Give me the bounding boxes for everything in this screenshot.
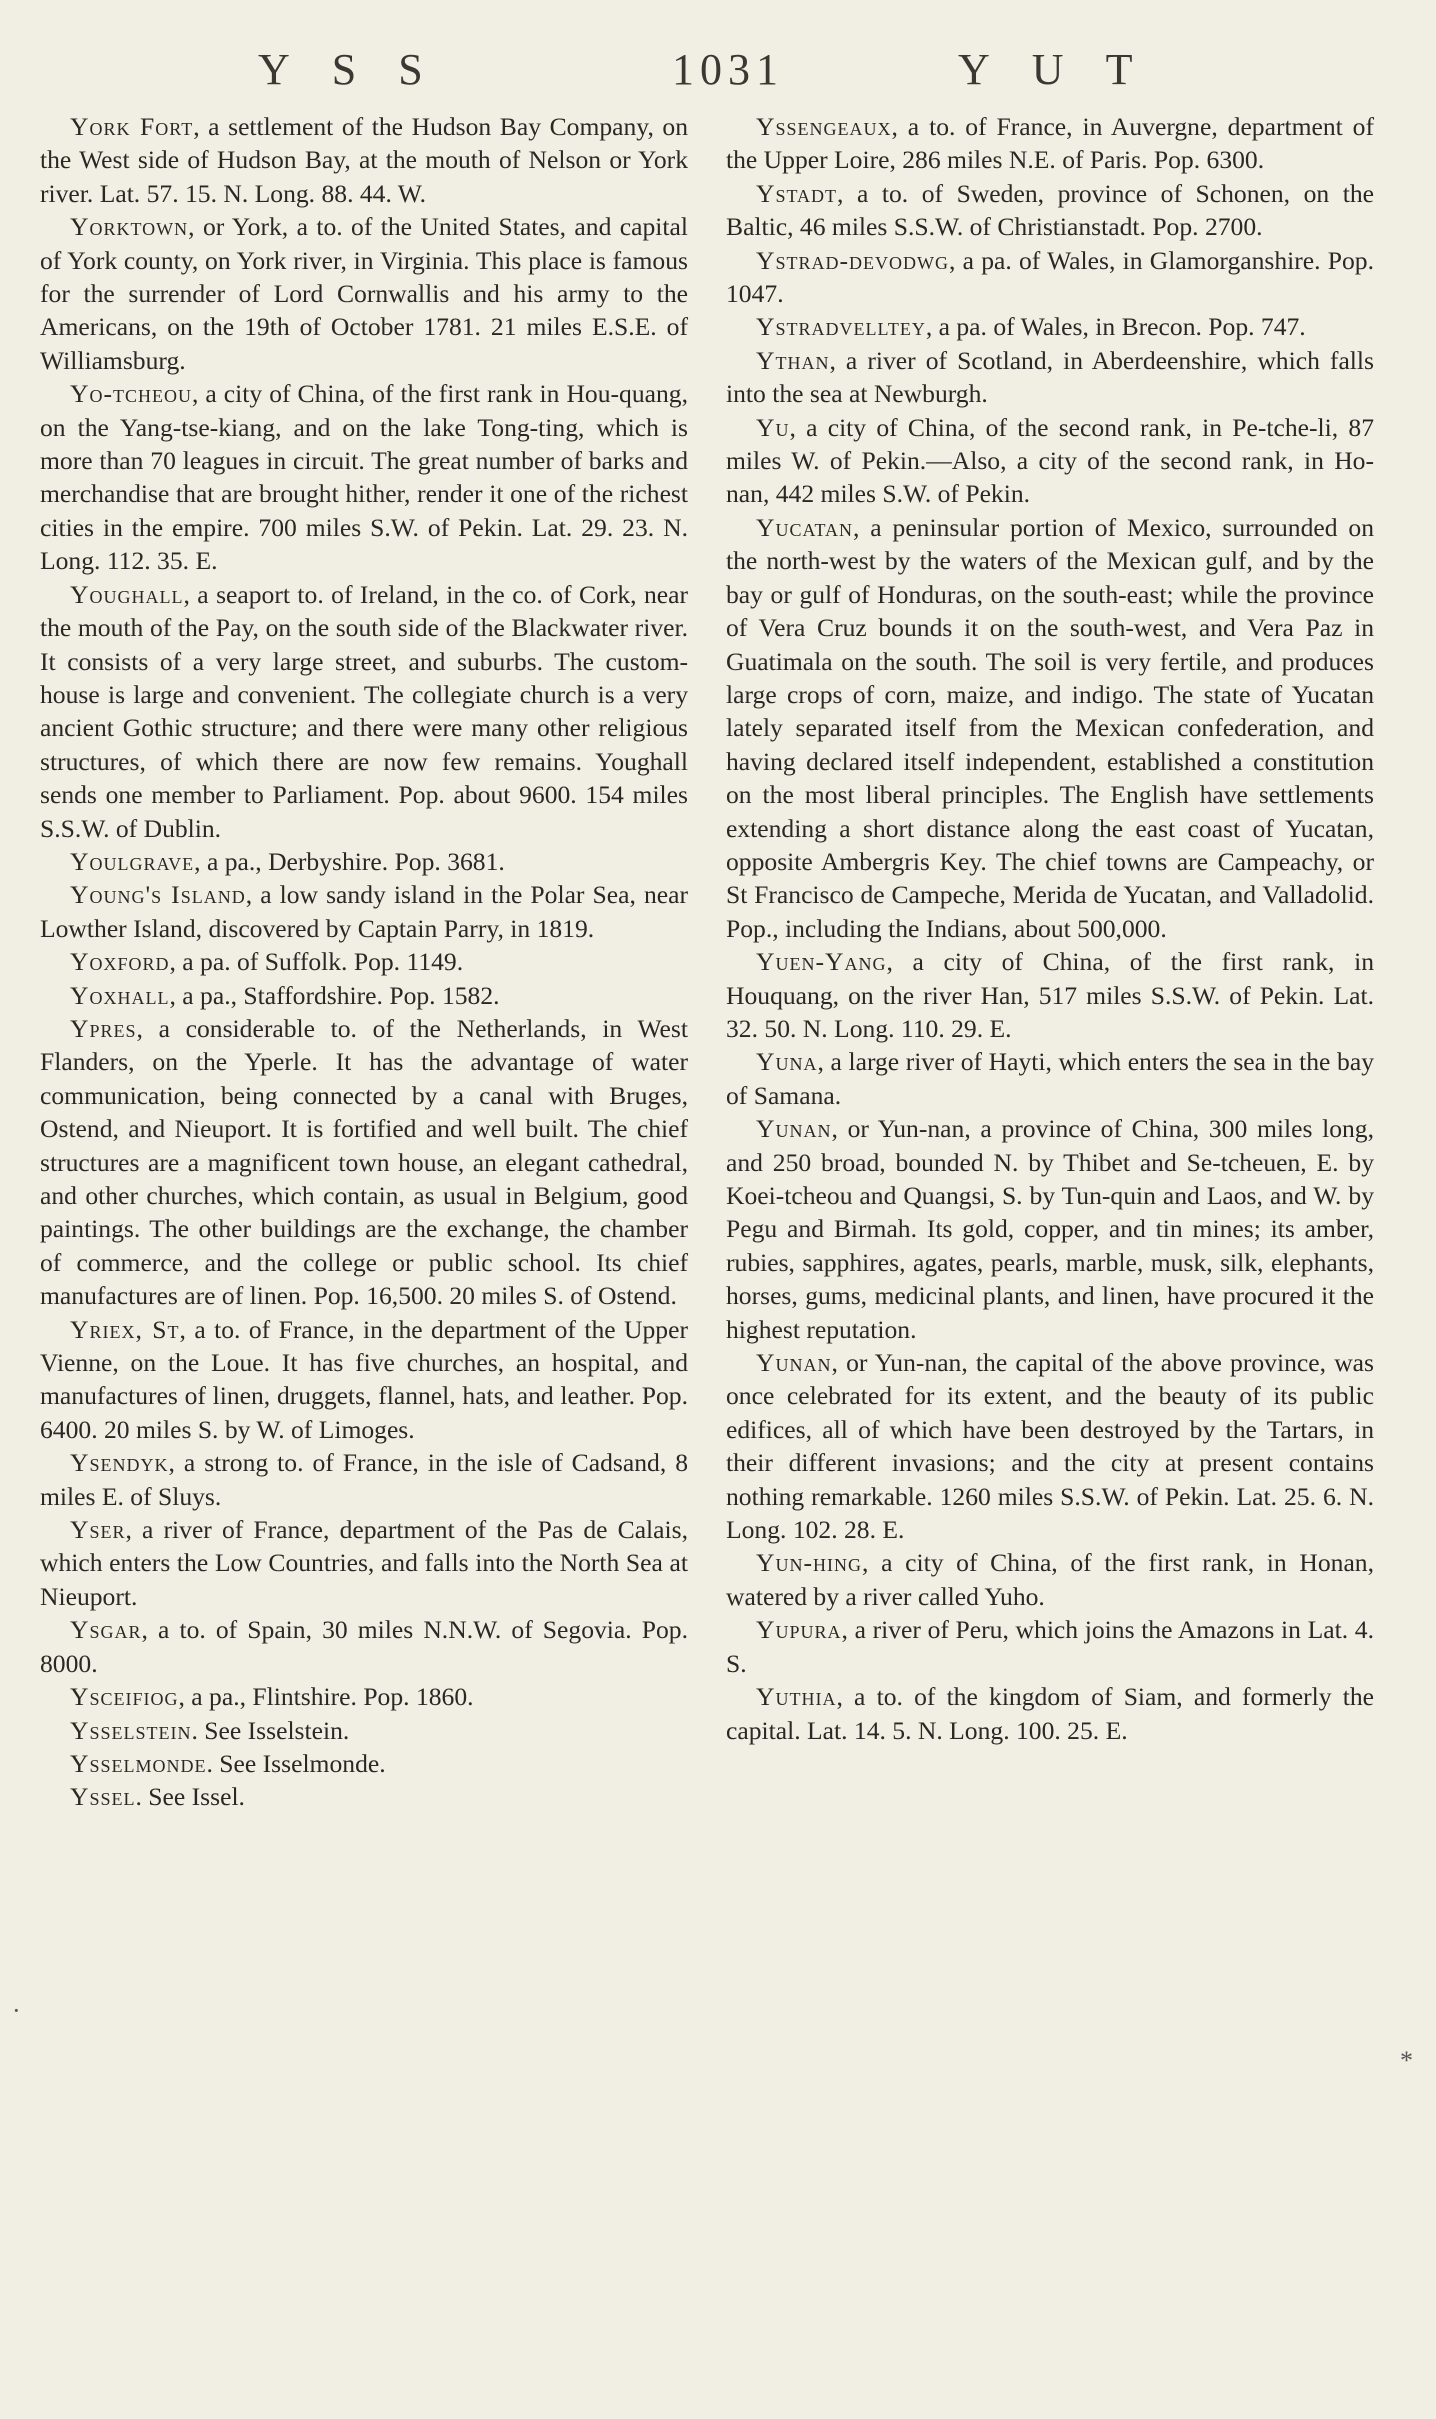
gazetteer-entry xyxy=(40,979,688,1012)
gazetteer-entry xyxy=(40,210,688,377)
gazetteer-entry xyxy=(726,310,1374,343)
header-right-letter: Y xyxy=(958,45,996,94)
entry-headword: Ystadt xyxy=(756,178,838,208)
entry-text: , a to. of Spain, 30 miles N.N.W. of Segovia. Pop. 8000. xyxy=(40,1615,688,1678)
page-number: 1031 xyxy=(672,45,784,94)
entry-headword: Ystradvelltey xyxy=(756,312,926,342)
header-left-letter: S xyxy=(398,45,429,94)
entry-text: , a seaport to. of Ireland, in the co. of Cork, near the mouth of the Pay, on the south side of the Blackwater river. It consists of a very large street, and suburbs. The custom-house is large and convenient. The collegiate church is a very ancient Gothic structure; and there were many other religious structures, of which there are now few remains. Youghall sends one member to Parliament. Pop. about 9600. 154 miles S.S.W. of Dublin. xyxy=(40,579,688,843)
entry-headword: Yser xyxy=(70,1515,126,1545)
gazetteer-entry xyxy=(726,244,1374,311)
entry-text: , a to. of the kingdom of Siam, and formerly the capital. Lat. 14. 5. N. Long. 100. 25. E. xyxy=(726,1682,1374,1745)
entry-headword: Yuthia xyxy=(756,1682,837,1712)
header-left-letter: S xyxy=(331,45,363,94)
entry-headword: Yoxford xyxy=(70,947,170,977)
gazetteer-entry xyxy=(726,177,1374,244)
entry-text: , a city of China, of the first rank, in Houquang, on the river Han, 517 miles S.S.W. of Pekin. Lat. 32. 50. N. Long. 110. 29. E. xyxy=(726,947,1374,1043)
entry-text: , a low sandy island in the Polar Sea, near Lowther Island, discovered by Captain Parry, in 1819. xyxy=(40,880,689,943)
gazetteer-entry xyxy=(40,945,688,978)
entry-text: , a pa., Flintshire. Pop. 1860. xyxy=(178,1682,474,1712)
entry-headword: Ysgar xyxy=(70,1615,142,1645)
entry-text: , a river of Scotland, in Aberdeenshire, which falls into the sea at Newburgh. xyxy=(726,345,1374,409)
entry-headword: Yssengeaux xyxy=(756,112,892,141)
entry-headword: Yuen-Yang xyxy=(756,947,887,977)
entry-headword: Yunan xyxy=(756,1114,832,1144)
gazetteer-entry xyxy=(40,1513,688,1613)
entry-text: , or York, a to. of the United States, and capital of York county, on York river, in Virginia. This place is famous for the surrender of Lord Cornwallis and his army to the Americans, on the 19th of October 1781. 21 miles E.S.E. of Williamsburg. xyxy=(40,212,688,375)
entry-text: , a pa. of Wales, in Brecon. Pop. 747. xyxy=(925,312,1306,342)
entry-headword: Ypres xyxy=(70,1013,137,1043)
gazetteer-entry xyxy=(40,1446,688,1513)
entry-text: , a city of China, of the first rank in Hou-quang, on the Yang-tse-kiang, and on the lake Tong-ting, which is more than 70 leagues in circuit. The great number of barks and merchandise that are brought hither, render it one of the richest cities in the empire. 700 miles S.W. of Pekin. Lat. 29. 23. N. Long. 112. 35. E. xyxy=(40,379,688,576)
entry-text: , a city of China, of the second rank, in Pe-tche-li, 87 miles W. of Pekin.—Also, a city of the second rank, in Ho-nan, 442 miles S.W. of Pekin. xyxy=(726,412,1374,509)
gazetteer-entry xyxy=(726,945,1374,1045)
gazetteer-entry xyxy=(40,578,688,845)
entry-text: , a to. of France, in Auvergne, department of the Upper Loire, 286 miles N.E. of Paris. Pop. 6300. xyxy=(726,112,1374,175)
gazetteer-entry xyxy=(40,1714,688,1747)
entry-text: , a considerable to. of the Netherlands, in West Flanders, on the Yperle. It has the advantage of water communication, being connected by a canal with Bruges, Ostend, and Nieuport. It is fortified and well built. The chief structures are a magnificent town house, an elegant cathedral, and other churches, which contain, as usual in Belgium, good paintings. The other buildings are the exchange, the chamber of commerce, and the college or public school. Its chief manufactures are of linen. Pop. 16,500. 20 miles S. of Ostend. xyxy=(40,1013,688,1311)
header-right-letters xyxy=(958,44,1208,95)
gazetteer-entry xyxy=(726,1112,1374,1346)
entry-headword: Yo-tcheou xyxy=(70,379,192,409)
gazetteer-entry xyxy=(40,110,688,210)
gazetteer-entry xyxy=(726,1680,1374,1747)
entry-headword: Ystrad-devodwg xyxy=(756,245,949,275)
entry-headword: Yriex, St xyxy=(70,1314,180,1344)
left-column xyxy=(40,110,688,1814)
margin-star-mark: * xyxy=(1400,2046,1413,2075)
gazetteer-entry xyxy=(726,511,1374,945)
entry-headword: Yssel xyxy=(70,1782,136,1812)
entry-text: , a large river of Hayti, which enters the sea in the bay of Samana. xyxy=(726,1047,1374,1110)
entry-text: , a pa., Staffordshire. Pop. 1582. xyxy=(169,980,500,1010)
entry-text: , a city of China, of the first rank, in Honan, watered by a river called Yuho. xyxy=(726,1548,1374,1611)
gazetteer-entry xyxy=(40,1313,688,1447)
entry-text: , a river of Peru, which joins the Amazons in Lat. 4. S. xyxy=(726,1615,1374,1678)
gazetteer-entry xyxy=(40,1613,688,1680)
running-header xyxy=(0,44,1436,104)
gazetteer-entry xyxy=(726,1613,1374,1680)
gazetteer-entry xyxy=(726,1346,1374,1546)
header-right-letter: U xyxy=(1031,45,1070,94)
gazetteer-entry xyxy=(40,845,688,878)
entry-text: , a pa. of Wales, in Glamorganshire. Pop. 1047. xyxy=(726,245,1374,309)
entry-text: , or Yun-nan, a province of China, 300 miles long, and 250 broad, bounded N. by Thibet and Se-tcheuen, E. by Koei-tcheou and Quangsi, S. by Tun-quin and Laos, and W. by Pegu and Birmah. Its gold, copper, and tin mines; its amber, rubies, sapphires, agates, pearls, marble, musk, silk, elephants, horses, gums, medicinal plants, and linen, have procured it the highest reputation. xyxy=(726,1114,1374,1344)
entry-text: , a to. of Sweden, province of Schonen, on the Baltic, 46 miles S.S.W. of Christianstadt. Pop. 2700. xyxy=(726,178,1374,242)
gazetteer-entry xyxy=(40,377,688,577)
entry-text: , a pa. of Suffolk. Pop. 1149. xyxy=(169,947,464,977)
entry-text: , a peninsular portion of Mexico, surrounded on the north-west by the waters of the Mexican gulf, and by the bay or gulf of Honduras, on the south-east; while the province of Vera Cruz bounds it on the south-west, and Vera Paz in Guatimala on the south. The soil is very fertile, and produces large crops of corn, maize, and indigo. The state of Yucatan lately separated itself from the Mexican confederation, and having declared itself independent, established a constitution on the most liberal principles. The English have settlements extending a short distance along the east coast of Yucatan, opposite Ambergris Key. The chief towns are Campeachy, or St Francisco de Campeche, Merida de Yucatan, and Valladolid. Pop., including the Indians, about 500,000. xyxy=(726,512,1374,943)
header-left-letters xyxy=(258,44,508,95)
entry-headword: Yuna xyxy=(756,1047,818,1077)
margin-dot-mark: · xyxy=(12,1996,21,2025)
entry-headword: Ythan xyxy=(756,345,830,375)
entry-text: , a to. of France, in the department of the Upper Vienne, on the Loue. It has five churches, an hospital, and manufactures of linen, druggets, flannel, hats, and leather. Pop. 6400. 20 miles S. by W. of Limoges. xyxy=(40,1314,688,1444)
entry-headword: Youlgrave xyxy=(70,846,195,876)
gazetteer-entry xyxy=(726,1045,1374,1112)
gazetteer-entry xyxy=(40,878,688,945)
gazetteer-entry xyxy=(40,1012,688,1313)
header-right-letter: T xyxy=(1105,45,1139,94)
header-left-letter: Y xyxy=(258,45,296,94)
entry-text: , a strong to. of France, in the isle of Cadsand, 8 miles E. of Sluys. xyxy=(40,1448,688,1511)
gazetteer-entry xyxy=(726,110,1374,177)
entry-headword: Yu xyxy=(756,412,790,442)
gazetteer-entry xyxy=(726,1546,1374,1613)
gazetteer-entry xyxy=(40,1780,688,1813)
entry-headword: Yoxhall xyxy=(70,980,170,1010)
entry-headword: Ysselstein xyxy=(70,1715,192,1745)
entry-text: , a settlement of the Hudson Bay Company, on the West side of Hudson Bay, at the mouth of Nelson or York river. Lat. 57. 15. N. Long. 88. 44. W. xyxy=(40,112,688,208)
entry-headword: Ysceifiog xyxy=(70,1682,179,1712)
gazetteer-entry xyxy=(40,1747,688,1780)
entry-headword: Ysselmonde xyxy=(70,1748,207,1778)
entry-headword: Yucatan xyxy=(756,512,854,542)
entry-headword: York Fort xyxy=(70,112,194,141)
entry-text: , a pa., Derbyshire. Pop. 3681. xyxy=(194,846,505,876)
entry-headword: Youghall xyxy=(70,579,184,609)
gazetteer-entry xyxy=(726,344,1374,411)
entry-text: . See Issel. xyxy=(135,1782,245,1812)
entry-headword: Young's Island xyxy=(70,880,246,910)
entry-headword: Yun-hing xyxy=(756,1548,862,1578)
entry-headword: Yunan xyxy=(756,1348,832,1378)
entry-text: , a river of France, department of the Pas de Calais, which enters the Low Countries, and falls into the North Sea at Nieuport. xyxy=(40,1515,688,1611)
entry-headword: Yupura xyxy=(756,1615,842,1645)
entry-text: . See Isselmonde. xyxy=(206,1748,386,1778)
gazetteer-entry xyxy=(726,411,1374,511)
entry-headword: Yorktown xyxy=(70,212,189,242)
entry-headword: Ysendyk xyxy=(70,1448,169,1478)
entry-text: . See Isselstein. xyxy=(191,1715,350,1745)
right-column xyxy=(726,110,1374,1747)
gazetteer-entry xyxy=(40,1680,688,1713)
entry-text: , or Yun-nan, the capital of the above province, was once celebrated for its extent, and the beauty of its public edifices, all of which have been destroyed by the Tartars, in their different invasions; and the city at present contains nothing remarkable. 1260 miles S.S.W. of Pekin. Lat. 25. 6. N. Long. 102. 28. E. xyxy=(726,1348,1374,1545)
